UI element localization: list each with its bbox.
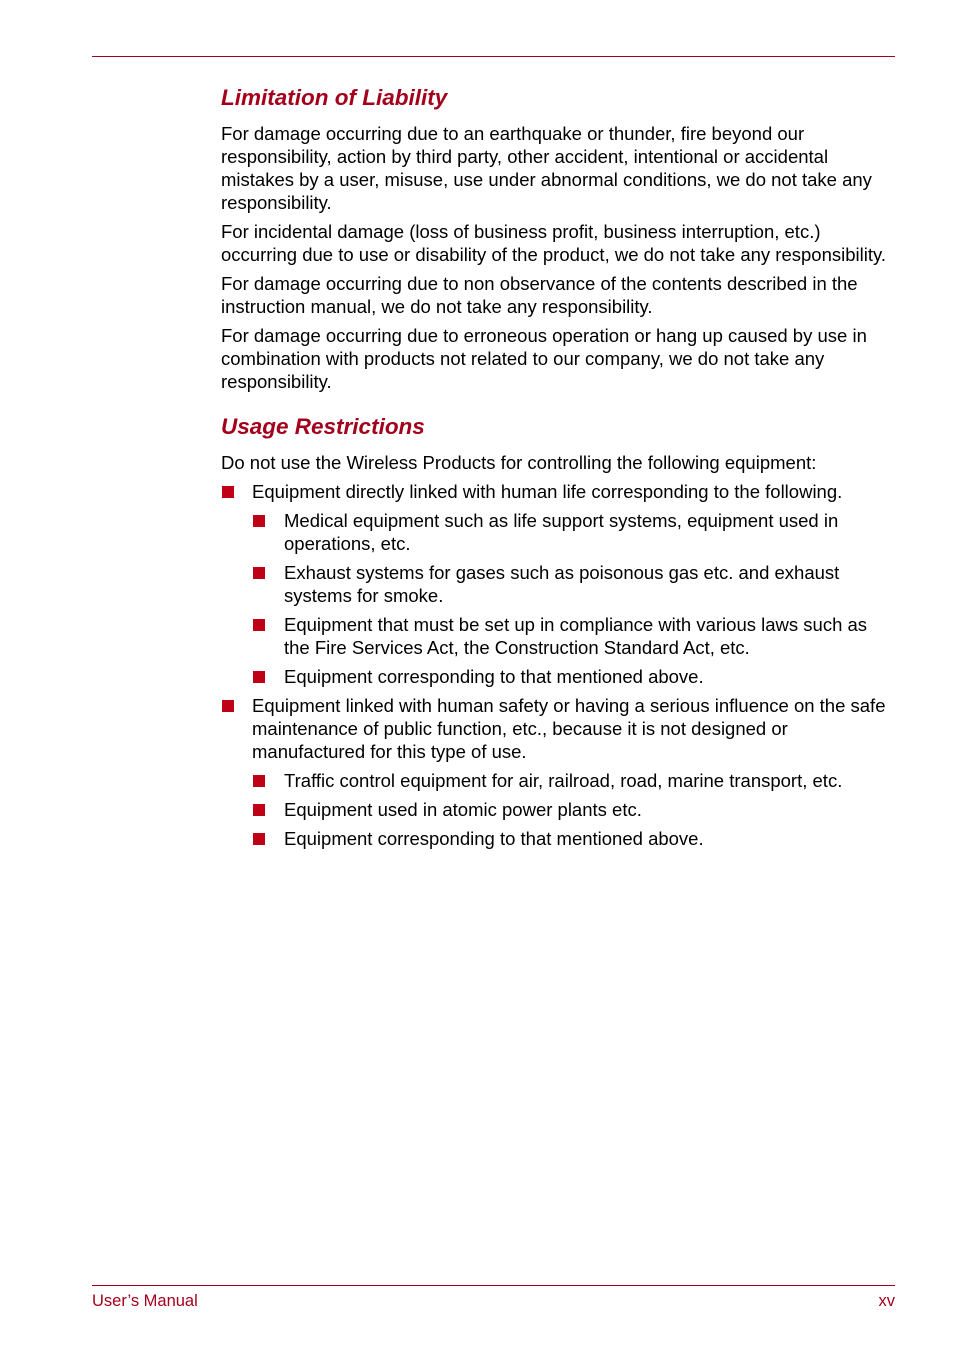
square-bullet-icon: [253, 833, 265, 845]
paragraph: For damage occurring due to erroneous operation or hang up caused by use in combination with products not related to our company, we do not take any responsibility.: [221, 325, 867, 392]
paragraph: For incidental damage (loss of business profit, business interruption, etc.) occurring due to use or disability of the product, we do not take any responsibility.: [221, 221, 886, 265]
sub-list: [252, 769, 895, 850]
square-bullet-icon: [222, 700, 234, 712]
square-bullet-icon: [253, 515, 265, 527]
sub-list-item-text: Equipment that must be set up in compliance with various laws such as the Fire Services Act, the Construction Standard Act, etc.: [284, 614, 868, 658]
footer-rule: [92, 1285, 895, 1286]
square-bullet-icon: [253, 804, 265, 816]
sub-list-item: [252, 665, 895, 688]
sub-list-item-text: Equipment corresponding to that mentioned above.: [284, 828, 704, 849]
sub-list-item: [252, 827, 895, 850]
sub-list-item-text: Equipment corresponding to that mentioned above.: [284, 666, 704, 687]
sub-list-item-text: Equipment used in atomic power plants etc.: [284, 799, 642, 820]
sub-list-item-text: Exhaust systems for gases such as poisonous gas etc. and exhaust systems for smoke.: [284, 562, 840, 606]
restriction-list: [221, 480, 895, 850]
sub-list-item-text: Traffic control equipment for air, railroad, road, marine transport, etc.: [284, 770, 843, 791]
paragraph: For damage occurring due to non observance of the contents described in the instruction manual, we do not take any responsibility.: [221, 273, 858, 317]
sub-list-item: [252, 509, 895, 555]
footer-page-number: xv: [878, 1292, 895, 1310]
square-bullet-icon: [253, 775, 265, 787]
list-item: [221, 694, 895, 850]
square-bullet-icon: [253, 671, 265, 683]
list-item-text: Equipment linked with human safety or having a serious influence on the safe maintenance of public function, etc., because it is not designed or manufactured for this type of use.: [252, 695, 886, 762]
sub-list-item: [252, 613, 895, 659]
sub-list-item-text: Medical equipment such as life support systems, equipment used in operations, etc.: [284, 510, 839, 554]
footer-manual-title: User’s Manual: [92, 1292, 198, 1310]
heading-limitation-of-liability: Limitation of Liability: [221, 85, 448, 110]
square-bullet-icon: [253, 567, 265, 579]
square-bullet-icon: [222, 486, 234, 498]
list-item: [221, 480, 895, 688]
paragraph: For damage occurring due to an earthquake or thunder, fire beyond our responsibility, action by third party, other accident, intentional or accidental mistakes by a user, misuse, use under abnormal conditions, we do not take any responsibility.: [221, 123, 872, 213]
intro-paragraph: Do not use the Wireless Products for controlling the following equipment:: [221, 452, 817, 473]
sub-list: [252, 509, 895, 688]
header-rule: [92, 56, 895, 57]
sub-list-item: [252, 798, 895, 821]
sub-list-item: [252, 561, 895, 607]
sub-list-item: [252, 769, 895, 792]
heading-usage-restrictions: Usage Restrictions: [221, 414, 425, 439]
list-item-text: Equipment directly linked with human life corresponding to the following.: [252, 481, 843, 502]
page-content: [221, 84, 895, 850]
square-bullet-icon: [253, 619, 265, 631]
